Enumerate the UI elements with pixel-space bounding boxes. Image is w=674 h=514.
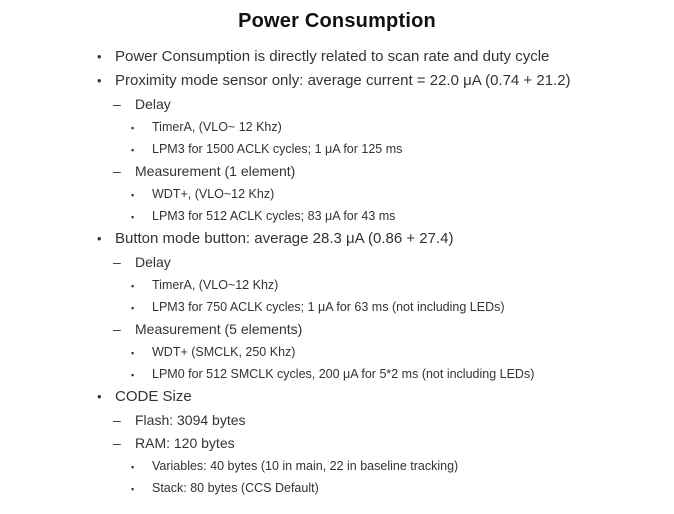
square-bullet-icon: ▪ bbox=[131, 145, 135, 155]
bullet-line bbox=[97, 227, 664, 251]
bullet-text: Delay bbox=[135, 254, 171, 270]
round-bullet-icon: • bbox=[97, 49, 102, 64]
bullet-text: CODE Size bbox=[115, 388, 192, 405]
dash-bullet-icon: – bbox=[113, 163, 121, 179]
square-bullet-icon: ▪ bbox=[131, 123, 135, 133]
square-bullet-icon: ▪ bbox=[131, 190, 135, 200]
bullet-text: Power Consumption is directly related to scan rate and duty cycle bbox=[115, 48, 550, 65]
round-bullet-icon: • bbox=[97, 231, 102, 246]
bullet-line bbox=[97, 93, 664, 116]
bullet-text: TimerA, (VLO~ 12 Khz) bbox=[152, 120, 282, 134]
bullet-line bbox=[97, 455, 664, 477]
bullet-text: Stack: 80 bytes (CCS Default) bbox=[152, 481, 319, 495]
square-bullet-icon: ▪ bbox=[131, 281, 135, 291]
bullet-line bbox=[97, 116, 664, 138]
bullet-line bbox=[97, 138, 664, 160]
bullet-text: Delay bbox=[135, 96, 171, 112]
square-bullet-icon: ▪ bbox=[131, 348, 135, 358]
bullet-text: RAM: 120 bytes bbox=[135, 435, 235, 451]
bullet-text: Proximity mode sensor only: average current = 22.0 μA (0.74 + 21.2) bbox=[115, 72, 571, 89]
bullet-line bbox=[97, 318, 664, 341]
bullet-list bbox=[0, 45, 674, 499]
dash-bullet-icon: – bbox=[113, 412, 121, 428]
bullet-line bbox=[97, 274, 664, 296]
bullet-line bbox=[97, 409, 664, 432]
bullet-text: Measurement (1 element) bbox=[135, 163, 296, 179]
bullet-line bbox=[97, 160, 664, 183]
square-bullet-icon: ▪ bbox=[131, 212, 135, 222]
bullet-text: LPM3 for 750 ACLK cycles; 1 μA for 63 ms (not including LEDs) bbox=[152, 300, 505, 314]
square-bullet-icon: ▪ bbox=[131, 484, 135, 494]
bullet-line bbox=[97, 45, 664, 69]
bullet-line bbox=[97, 341, 664, 363]
square-bullet-icon: ▪ bbox=[131, 370, 135, 380]
bullet-line bbox=[97, 477, 664, 499]
bullet-text: LPM0 for 512 SMCLK cycles, 200 μA for 5*2 ms (not including LEDs) bbox=[152, 367, 535, 381]
bullet-line bbox=[97, 183, 664, 205]
bullet-text: WDT+, (VLO~12 Khz) bbox=[152, 187, 275, 201]
bullet-text: LPM3 for 512 ACLK cycles; 83 μA for 43 ms bbox=[152, 209, 396, 223]
bullet-text: LPM3 for 1500 ACLK cycles; 1 μA for 125 ms bbox=[152, 142, 403, 156]
round-bullet-icon: • bbox=[97, 73, 102, 88]
square-bullet-icon: ▪ bbox=[131, 303, 135, 313]
bullet-text: WDT+ (SMCLK, 250 Khz) bbox=[152, 345, 296, 359]
dash-bullet-icon: – bbox=[113, 435, 121, 451]
slide-title: Power Consumption bbox=[238, 10, 436, 32]
bullet-line bbox=[97, 69, 664, 93]
dash-bullet-icon: – bbox=[113, 254, 121, 270]
presentation-slide bbox=[0, 8, 674, 514]
square-bullet-icon: ▪ bbox=[131, 462, 135, 472]
bullet-text: Variables: 40 bytes (10 in main, 22 in baseline tracking) bbox=[152, 459, 459, 473]
bullet-text: Measurement (5 elements) bbox=[135, 321, 303, 337]
dash-bullet-icon: – bbox=[113, 96, 121, 112]
bullet-text: Flash: 3094 bytes bbox=[135, 412, 246, 428]
bullet-line bbox=[97, 363, 664, 385]
bullet-line bbox=[97, 251, 664, 274]
bullet-line bbox=[97, 385, 664, 409]
bullet-text: TimerA, (VLO~12 Khz) bbox=[152, 278, 279, 292]
bullet-line bbox=[97, 432, 664, 455]
round-bullet-icon: • bbox=[97, 389, 102, 404]
bullet-text: Button mode button: average 28.3 μA (0.86 + 27.4) bbox=[115, 230, 454, 247]
dash-bullet-icon: – bbox=[113, 321, 121, 337]
bullet-line bbox=[97, 205, 664, 227]
bullet-line bbox=[97, 296, 664, 318]
